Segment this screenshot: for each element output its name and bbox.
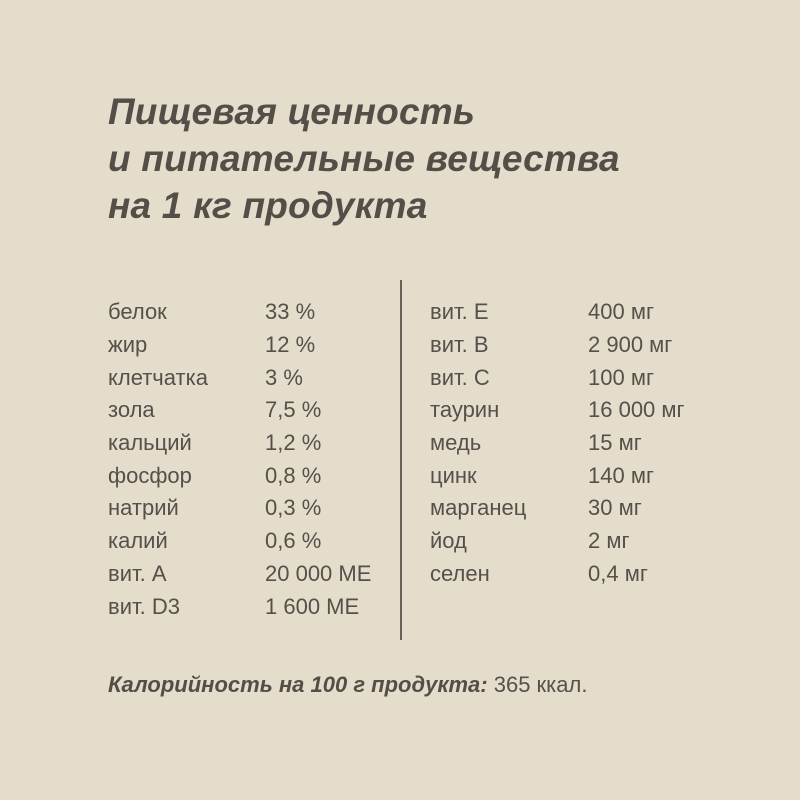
nutrient-label: клетчатка xyxy=(108,364,208,390)
nutrient-value: 0,8 % xyxy=(265,462,322,488)
nutrient-value: 15 мг xyxy=(588,430,642,456)
table-row xyxy=(430,427,700,460)
table-row xyxy=(108,459,393,492)
nutrient-value: 16 000 мг xyxy=(588,397,685,423)
nutrient-label: натрий xyxy=(108,495,179,521)
nutrient-value: 2 900 мг xyxy=(588,332,673,358)
nutrient-label: калий xyxy=(108,528,168,554)
title-line-1: Пищевая ценность xyxy=(108,91,475,132)
nutrient-label: вит. C xyxy=(430,364,490,390)
nutrient-value: 140 мг xyxy=(588,462,654,488)
table-row xyxy=(108,492,393,525)
table-row xyxy=(430,558,700,591)
nutrients-column-right xyxy=(430,296,700,590)
nutrient-value: 1,2 % xyxy=(265,430,322,456)
nutrient-label: зола xyxy=(108,397,155,423)
nutrient-label: вит. B xyxy=(430,332,489,358)
nutrient-value: 0,4 мг xyxy=(588,560,648,586)
table-row xyxy=(430,329,700,362)
table-row xyxy=(108,329,393,362)
calories-label: Калорийность на 100 г продукта: xyxy=(108,672,488,697)
nutrient-label: вит. E xyxy=(430,299,489,325)
nutrient-label: марганец xyxy=(430,495,527,521)
table-row xyxy=(430,525,700,558)
table-row xyxy=(430,361,700,394)
nutrient-value: 0,3 % xyxy=(265,495,322,521)
nutrient-label: белок xyxy=(108,299,167,325)
nutrient-label: вит. D3 xyxy=(108,593,180,619)
table-row xyxy=(430,394,700,427)
nutrient-label: йод xyxy=(430,528,467,554)
nutrient-label: медь xyxy=(430,430,482,456)
nutrient-value: 7,5 % xyxy=(265,397,322,423)
nutrient-label: фосфор xyxy=(108,462,192,488)
nutrient-label: таурин xyxy=(430,397,500,423)
nutrient-label: вит. A xyxy=(108,560,167,586)
table-row xyxy=(430,459,700,492)
table-row xyxy=(108,296,393,329)
nutrient-label: кальций xyxy=(108,430,192,456)
table-row xyxy=(430,296,700,329)
table-row xyxy=(108,525,393,558)
table-row xyxy=(108,361,393,394)
table-row xyxy=(108,394,393,427)
nutrient-value: 12 % xyxy=(265,332,316,358)
page-title xyxy=(108,88,620,229)
nutrient-label: жир xyxy=(108,332,148,358)
nutrient-value: 0,6 % xyxy=(265,528,322,554)
nutrient-value: 3 % xyxy=(265,364,303,390)
nutrient-label: цинк xyxy=(430,462,477,488)
title-line-3: на 1 кг продукта xyxy=(108,185,428,226)
calories-note xyxy=(108,672,587,698)
nutrient-value: 33 % xyxy=(265,299,316,325)
nutrient-value: 2 мг xyxy=(588,528,630,554)
nutrient-value: 20 000 МЕ xyxy=(265,560,372,586)
nutrient-value: 1 600 МЕ xyxy=(265,593,360,619)
nutrient-value: 100 мг xyxy=(588,364,654,390)
table-row xyxy=(108,590,393,623)
title-line-2: и питательные вещества xyxy=(108,138,620,179)
column-divider xyxy=(400,280,402,640)
nutrient-label: селен xyxy=(430,560,490,586)
nutrient-value: 30 мг xyxy=(588,495,642,521)
table-row xyxy=(430,492,700,525)
table-row xyxy=(108,558,393,591)
nutrient-value: 400 мг xyxy=(588,299,654,325)
table-row xyxy=(108,427,393,460)
calories-value: 365 ккал. xyxy=(493,672,588,697)
nutrients-column-left xyxy=(108,296,393,623)
